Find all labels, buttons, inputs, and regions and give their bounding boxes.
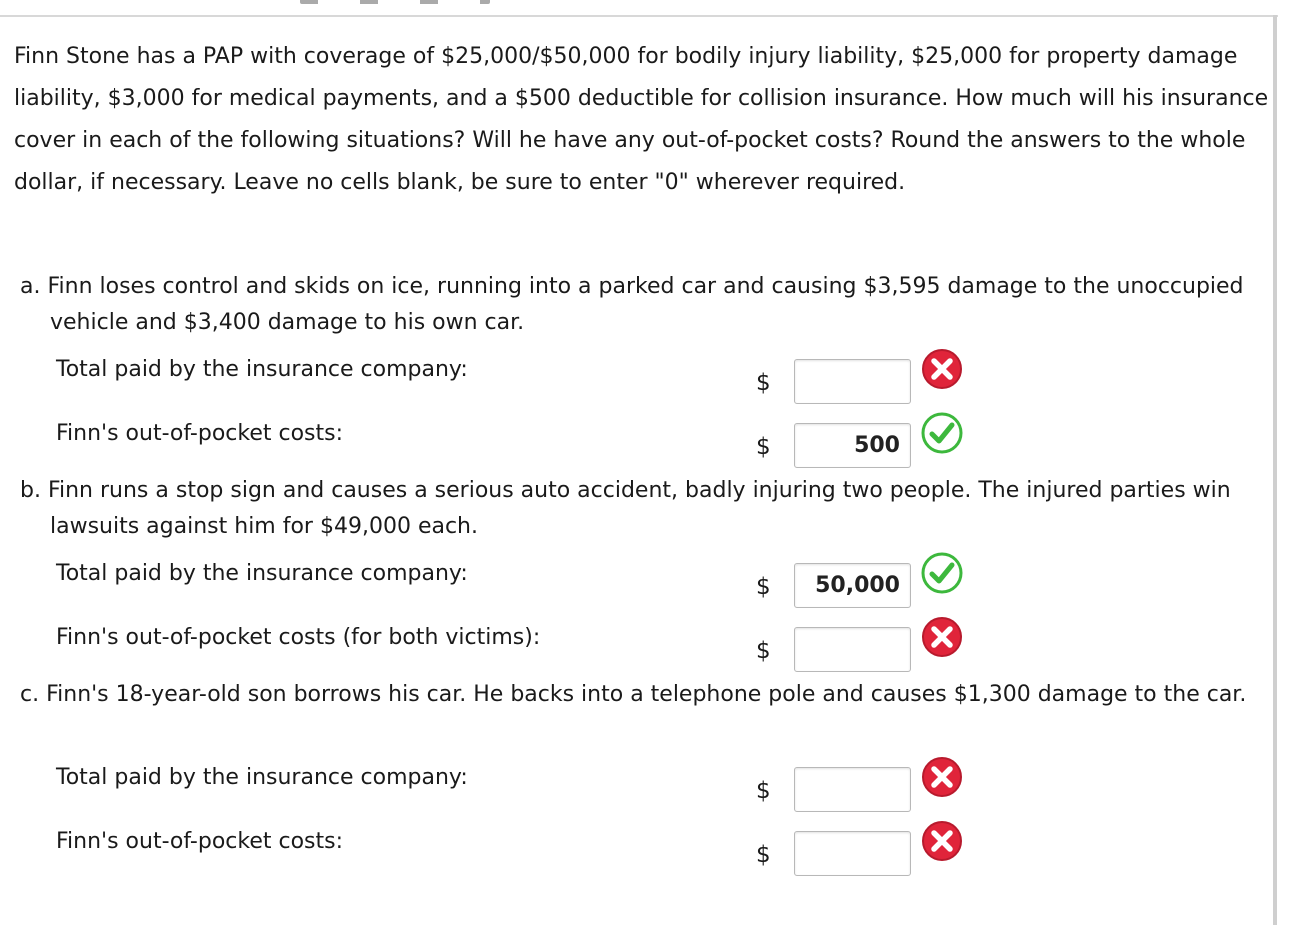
question-a-out-of-pocket-label: Finn's out-of-pocket costs: [56, 421, 344, 446]
question-a-out-of-pocket-currency: $ [756, 434, 771, 460]
right-frame-edge [1273, 15, 1277, 925]
question-c-out-of-pocket-currency: $ [756, 842, 771, 868]
question-a-total-paid-label: Total paid by the insurance company: [56, 357, 468, 382]
question-b-total-paid-label: Total paid by the insurance company: [56, 561, 468, 586]
incorrect-x-icon [921, 616, 963, 658]
incorrect-x-icon [921, 756, 963, 798]
question-c-out-of-pocket-input[interactable] [794, 831, 911, 876]
question-b-out-of-pocket-label: Finn's out-of-pocket costs (for both victims): [56, 625, 541, 650]
question-b-out-of-pocket-input[interactable] [794, 627, 911, 672]
question-c-total-paid-currency: $ [756, 778, 771, 804]
question-c-total-paid-input[interactable] [794, 767, 911, 812]
question-b-out-of-pocket-currency: $ [756, 638, 771, 664]
question-a-text: a. Finn loses control and skids on ice, running into a parked car and causing $3,595 damage to the unoccupied vehicle and $3,400 damage to his own car. [20, 274, 1244, 335]
question-c-out-of-pocket-label: Finn's out-of-pocket costs: [56, 829, 344, 854]
question-a-total-paid-input[interactable] [794, 359, 911, 404]
question-a-total-paid-currency: $ [756, 370, 771, 396]
incorrect-x-icon [921, 820, 963, 862]
question-a-out-of-pocket-input[interactable] [794, 423, 911, 468]
truncated-heading-text [300, 0, 490, 4]
top-frame-edge [0, 0, 1278, 17]
question-b-total-paid-currency: $ [756, 574, 771, 600]
correct-check-icon [921, 412, 963, 454]
question-b-total-paid-input[interactable] [794, 563, 911, 608]
problem-statement: Finn Stone has a PAP with coverage of $25,000/$50,000 for bodily injury liability, $25,000 for property damage liability, $3,000 for medical payments, and a $500 deductible for collision insurance. How much will his insurance cover in each of the following situations? Will he have any out-of-pocket costs? Round the answers to the whole dollar, if necessary. Leave no cells blank, be sure to enter "0" wherever required. [14, 44, 1269, 195]
correct-check-icon [921, 552, 963, 594]
question-c-text: c. Finn's 18-year-old son borrows his car. He backs into a telephone pole and causes $1,300 damage to the car. [20, 682, 1247, 707]
question-c-total-paid-label: Total paid by the insurance company: [56, 765, 468, 790]
question-b-text: b. Finn runs a stop sign and causes a serious auto accident, badly injuring two people. The injured parties win lawsuits against him for $49,000 each. [20, 478, 1231, 539]
incorrect-x-icon [921, 348, 963, 390]
